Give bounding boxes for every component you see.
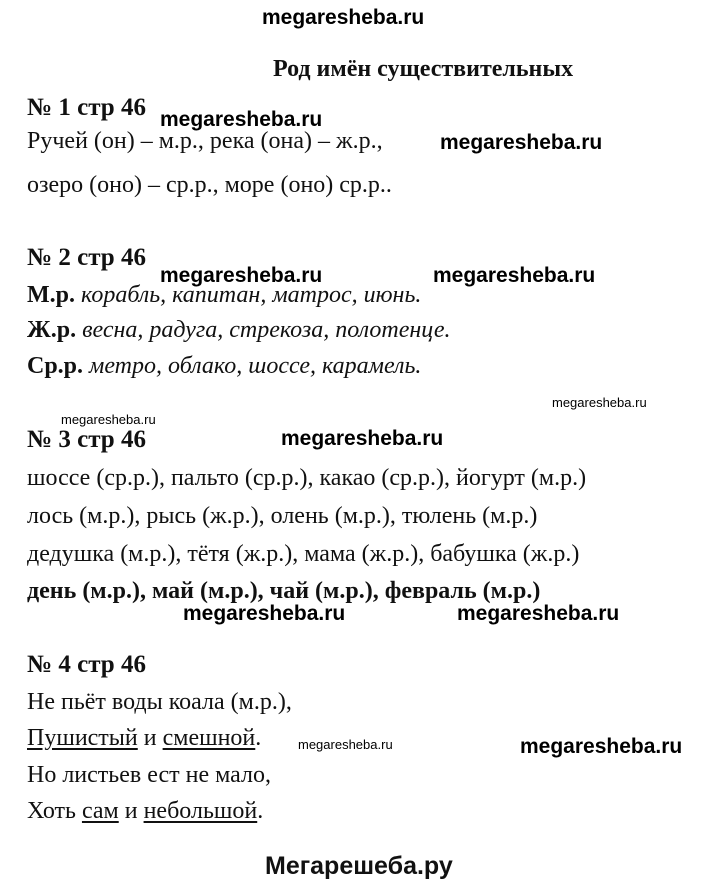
- word-list: корабль, капитан, матрос, июнь.: [81, 282, 422, 308]
- task3-line1: шоссе (ср.р.), пальто (ср.р.), какао (ср.р.), йогурт (м.р.): [27, 465, 587, 491]
- underlined-word: сам: [81, 798, 119, 824]
- watermark-small[interactable]: megaresheba.ru: [552, 395, 647, 410]
- task4-line4: [27, 798, 263, 825]
- underlined-word: смешной: [162, 725, 256, 751]
- task2-row-feminine: [27, 317, 451, 344]
- watermark-small[interactable]: megaresheba.ru: [298, 737, 393, 752]
- text-segment: .: [255, 725, 262, 751]
- text-segment: и: [118, 798, 144, 824]
- task3-heading: № 3 стр 46: [27, 426, 146, 453]
- task4-line3: Но листьев ест не мало,: [27, 762, 271, 788]
- watermark[interactable]: megaresheba.ru: [281, 427, 444, 450]
- gender-label: Ср.р.: [27, 353, 84, 379]
- header-watermark[interactable]: megaresheba.ru: [262, 6, 425, 29]
- task1-line2: озеро (оно) – ср.р., море (оно) ср.р..: [27, 172, 392, 198]
- watermark[interactable]: megaresheba.ru: [520, 735, 683, 758]
- task3-line2: лось (м.р.), рысь (ж.р.), олень (м.р.), тюлень (м.р.): [27, 503, 538, 529]
- gender-label: Ж.р.: [27, 317, 77, 343]
- watermark[interactable]: megaresheba.ru: [160, 264, 323, 287]
- underlined-word: Пушистый: [27, 725, 138, 751]
- task1-heading: № 1 стр 46: [27, 94, 146, 121]
- task4-line2: [27, 725, 261, 752]
- watermark[interactable]: megaresheba.ru: [440, 131, 603, 154]
- task4-heading: № 4 стр 46: [27, 651, 146, 678]
- task2-row-neuter: [27, 353, 421, 380]
- task2-heading: № 2 стр 46: [27, 244, 146, 271]
- task1-line1: Ручей (он) – м.р., река (она) – ж.р.,: [27, 128, 383, 154]
- watermark[interactable]: megaresheba.ru: [160, 108, 323, 131]
- page-title: Род имён существительных: [273, 56, 574, 82]
- watermark[interactable]: megaresheba.ru: [183, 602, 346, 625]
- gender-label: М.р.: [27, 282, 75, 308]
- task4-line1: Не пьёт воды коала (м.р.),: [27, 689, 292, 715]
- text-segment: Хоть: [27, 798, 82, 824]
- word-list: весна, радуга, стрекоза, полотенце.: [82, 317, 451, 343]
- footer-brand[interactable]: Мегарешеба.ру: [265, 852, 453, 880]
- word-list: метро, облако, шоссе, карамель.: [89, 353, 422, 379]
- text-segment: и: [137, 725, 163, 751]
- watermark[interactable]: megaresheba.ru: [457, 602, 620, 625]
- task3-line3: дедушка (м.р.), тётя (ж.р.), мама (ж.р.), бабушка (ж.р.): [27, 541, 580, 567]
- task2-row-masculine: [27, 282, 421, 309]
- underlined-word: небольшой: [143, 798, 258, 824]
- watermark[interactable]: megaresheba.ru: [433, 264, 596, 287]
- text-segment: .: [257, 798, 264, 824]
- task3-bold-line: день (м.р.), май (м.р.), чай (м.р.), февраль (м.р.): [27, 578, 541, 604]
- watermark-small[interactable]: megaresheba.ru: [61, 412, 156, 427]
